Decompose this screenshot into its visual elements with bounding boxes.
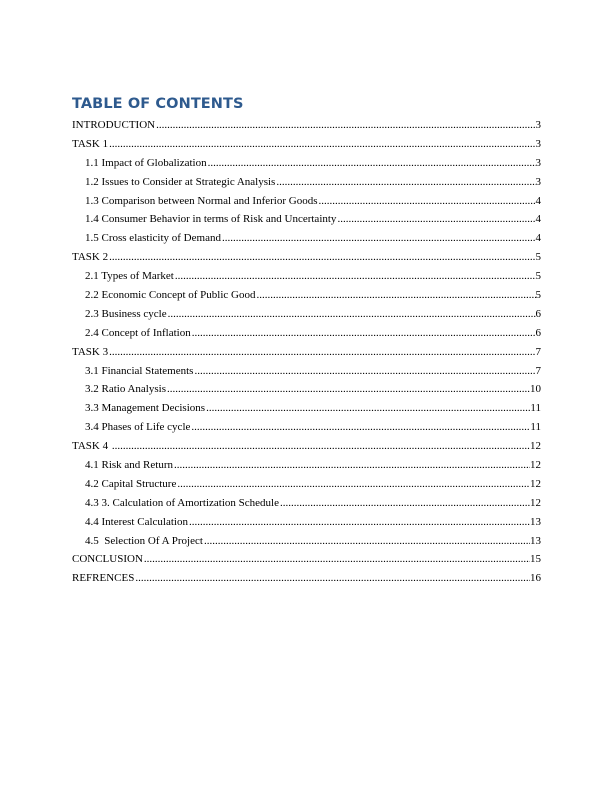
toc-page-number: 12 (530, 477, 541, 490)
toc-dot-leader (109, 135, 535, 154)
toc-page-number: 3 (535, 137, 541, 150)
toc-heading: TABLE OF CONTENTS (72, 96, 244, 112)
toc-entry-label: TASK 3 (72, 345, 109, 358)
toc-dot-leader (167, 380, 530, 399)
toc-entry-label: 3.3 Management Decisions (85, 402, 206, 415)
toc-dot-leader (112, 437, 530, 456)
toc-entry[interactable] (72, 550, 541, 569)
toc-page-number: 4 (535, 232, 541, 245)
toc-entry-label: 3.1 Financial Statements (85, 364, 194, 377)
toc-entry-label: CONCLUSION (72, 553, 143, 566)
toc-entry-label: 2.1 Types of Market (85, 270, 174, 283)
toc-page-number: 12 (530, 496, 541, 509)
toc-dot-leader (109, 248, 535, 267)
toc-dot-leader (156, 116, 535, 135)
toc-dot-leader (192, 324, 536, 343)
toc-entry[interactable] (72, 437, 541, 456)
toc-dot-leader (168, 305, 536, 324)
toc-entry[interactable] (72, 569, 541, 588)
toc-entry[interactable] (72, 418, 541, 437)
toc-dot-leader (318, 192, 535, 211)
toc-entry[interactable] (72, 456, 541, 475)
toc-entry-label: 4.3 3. Calculation of Amortization Schedule (85, 496, 279, 509)
toc-entry[interactable] (72, 248, 541, 267)
toc-entry[interactable] (72, 513, 541, 532)
toc-page-number: 13 (530, 515, 541, 528)
toc-entry[interactable] (72, 192, 541, 211)
toc-entry-label: 4.1 Risk and Return (85, 459, 173, 472)
toc-entry-label: 1.4 Consumer Behavior in terms of Risk and Uncertainty (85, 213, 337, 226)
toc-entry-label: 2.3 Business cycle (85, 307, 167, 320)
toc-dot-leader (135, 569, 530, 588)
toc-dot-leader (204, 532, 530, 551)
toc-page-number: 6 (535, 307, 541, 320)
toc-dot-leader (256, 286, 535, 305)
toc-entry[interactable] (72, 532, 541, 551)
toc-page-number: 7 (535, 364, 541, 377)
toc-entry-label: TASK 1 (72, 137, 109, 150)
toc-entry-label: 2.2 Economic Concept of Public Good (85, 289, 256, 302)
toc-page-number: 3 (535, 175, 541, 188)
toc-entry[interactable] (72, 154, 541, 173)
toc-dot-leader (276, 173, 535, 192)
toc-dot-leader (208, 154, 536, 173)
toc-dot-leader (280, 494, 530, 513)
toc-entry-label: 4.4 Interest Calculation (85, 515, 188, 528)
toc-entry[interactable] (72, 475, 541, 494)
toc-entry[interactable] (72, 362, 541, 381)
toc-page-number: 5 (535, 289, 541, 302)
toc-entry-label: REFRENCES (72, 572, 135, 585)
toc-entry[interactable] (72, 343, 541, 362)
toc-entry-label: 3.2 Ratio Analysis (85, 383, 166, 396)
toc-dot-leader (109, 343, 535, 362)
toc-page-number: 15 (530, 553, 541, 566)
toc-entry[interactable] (72, 229, 541, 248)
toc-page-number: 16 (530, 572, 541, 585)
toc-entry[interactable] (72, 210, 541, 229)
toc-entry-label: TASK 4 (72, 440, 111, 453)
toc-page-number: 12 (530, 440, 541, 453)
toc-entry[interactable] (72, 173, 541, 192)
toc-page-number: 3 (535, 156, 541, 169)
toc-page-number: 5 (535, 251, 541, 264)
toc-entry-label: 1.1 Impact of Globalization (85, 156, 207, 169)
toc-page-number: 13 (530, 534, 541, 547)
toc-entry[interactable] (72, 305, 541, 324)
toc-page-number: 11 (530, 421, 541, 434)
toc-entry-label: 1.5 Cross elasticity of Demand (85, 232, 221, 245)
toc-dot-leader (175, 267, 536, 286)
toc-entry[interactable] (72, 324, 541, 343)
toc-dot-leader (222, 229, 536, 248)
toc-entry-label: 1.2 Issues to Consider at Strategic Analysis (85, 175, 276, 188)
toc-dot-leader (189, 513, 530, 532)
toc-entry[interactable] (72, 135, 541, 154)
toc-dot-leader (191, 418, 530, 437)
toc-entry[interactable] (72, 267, 541, 286)
toc-page-number: 4 (535, 213, 541, 226)
toc-entry[interactable] (72, 286, 541, 305)
toc-page-number: 6 (535, 326, 541, 339)
toc-dot-leader (194, 362, 535, 381)
toc-entry-label: 2.4 Concept of Inflation (85, 326, 191, 339)
toc-page-number: 4 (535, 194, 541, 207)
toc-entry[interactable] (72, 399, 541, 418)
toc-entry-label: INTRODUCTION (72, 119, 156, 131)
toc-page-number: 3 (535, 119, 541, 131)
toc-page-number: 11 (530, 402, 541, 415)
toc-entry[interactable] (72, 116, 541, 135)
toc-dot-leader (206, 399, 530, 418)
toc-entry-label: TASK 2 (72, 251, 109, 264)
toc-list (72, 116, 541, 588)
toc-page-number: 5 (535, 270, 541, 283)
toc-entry-label: 3.4 Phases of Life cycle (85, 421, 191, 434)
toc-dot-leader (177, 475, 530, 494)
toc-dot-leader (174, 456, 530, 475)
toc-entry-label: 1.3 Comparison between Normal and Inferior Goods (85, 194, 318, 207)
toc-page-number: 10 (530, 383, 541, 396)
toc-page-number: 12 (530, 459, 541, 472)
toc-entry-label: 4.5 Selection Of A Project (85, 534, 203, 547)
toc-entry[interactable] (72, 494, 541, 513)
toc-dot-leader (337, 210, 535, 229)
toc-dot-leader (144, 550, 530, 569)
toc-entry[interactable] (72, 380, 541, 399)
toc-page-number: 7 (535, 345, 541, 358)
toc-entry-label: 4.2 Capital Structure (85, 477, 177, 490)
